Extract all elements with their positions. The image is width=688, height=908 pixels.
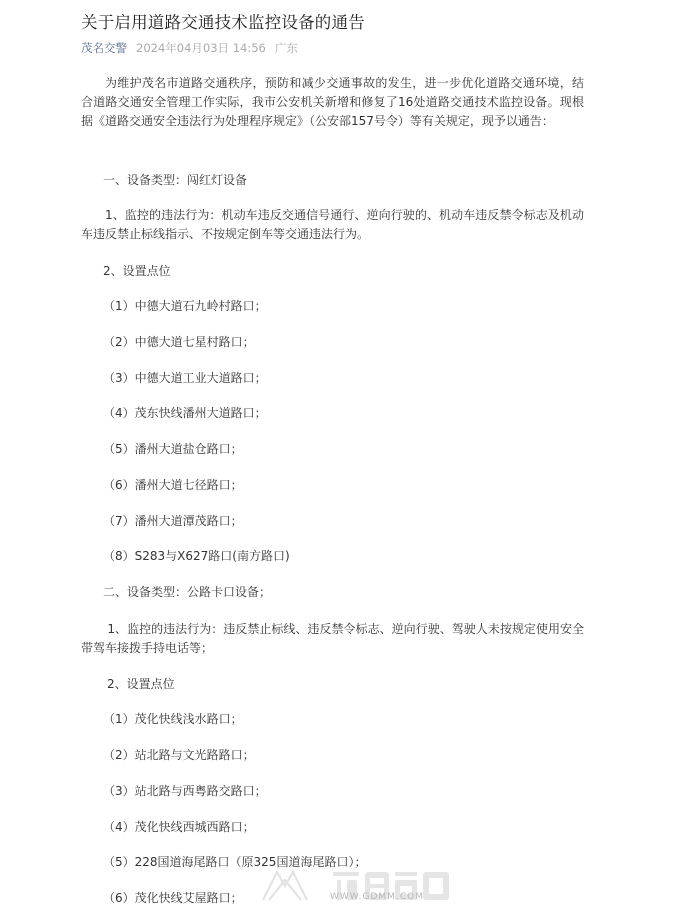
section-1-location-1: （1）中德大道石九岭村路口； [103, 299, 267, 313]
section-2-location-5: （5）228国道海尾路口（原325国道海尾路口）； [103, 855, 367, 869]
intro-paragraph: 为维护茂名市道路交通秩序，预防和减少交通事故的发生，进一步优化道路交通环境，结合道路交通安全管理工作实际，我市公安机关新增和修复了16处道路交通技术监控设备。现根据《道路交通安全违法行为处理程序规定》（公安部157号令）等有关规定，现予以通告： [81, 76, 584, 128]
section-1-location-2: （2）中德大道七星村路口； [103, 335, 255, 349]
section-1-location-4: （4）茂东快线潘州大道路口； [103, 406, 267, 420]
section-1-location-5: （5）潘州大道盐仓路口； [103, 442, 243, 456]
section-1-location-7: （7）潘州大道潭茂路口； [103, 514, 243, 528]
publish-region: 广东 [274, 41, 298, 55]
section-1-location-3: （3）中德大道工业大道路口； [103, 371, 267, 385]
section-2-locations-heading: 2、设置点位 [107, 677, 175, 691]
section-2-violations: 1、监控的违法行为：违反禁止标线、违反禁令标志、逆向行驶、驾驶人未按规定使用安全带驾车接拨手持电话等； [81, 622, 584, 655]
author-link[interactable]: 茂名交警 [81, 41, 127, 55]
section-2-heading: 二、设备类型：公路卡口设备； [103, 585, 272, 599]
site-watermark-url: WWW.GDMM.COM [330, 892, 424, 902]
publish-date: 2024年04月03日 14:56 [136, 41, 266, 55]
section-2-location-4: （4）茂化快线西城西路口； [103, 820, 255, 834]
section-1-locations-heading: 2、设置点位 [103, 264, 171, 278]
section-2-location-2: （2）站北路与文光路路口； [103, 748, 255, 762]
article-meta [81, 40, 298, 56]
section-1-location-8: （8）S283与X627路口(南方路口) [103, 549, 290, 563]
section-1-heading: 一、设备类型：闯红灯设备 [103, 173, 248, 187]
article-title: 关于启用道路交通技术监控设备的通告 [81, 13, 365, 32]
section-1-location-6: （6）潘州大道七径路口； [103, 478, 243, 492]
section-2-location-1: （1）茂化快线浅水路口； [103, 712, 243, 726]
section-1-violations: 1、监控的违法行为：机动车违反交通信号通行、逆向行驶的、机动车违反禁令标志及机动车违反禁止标线指示、不按规定倒车等交通违法行为。 [81, 208, 584, 241]
section-2-location-3: （3）站北路与西粤路交路口； [103, 784, 267, 798]
section-2-location-6: （6）茂化快线艾屋路口； [103, 891, 243, 905]
